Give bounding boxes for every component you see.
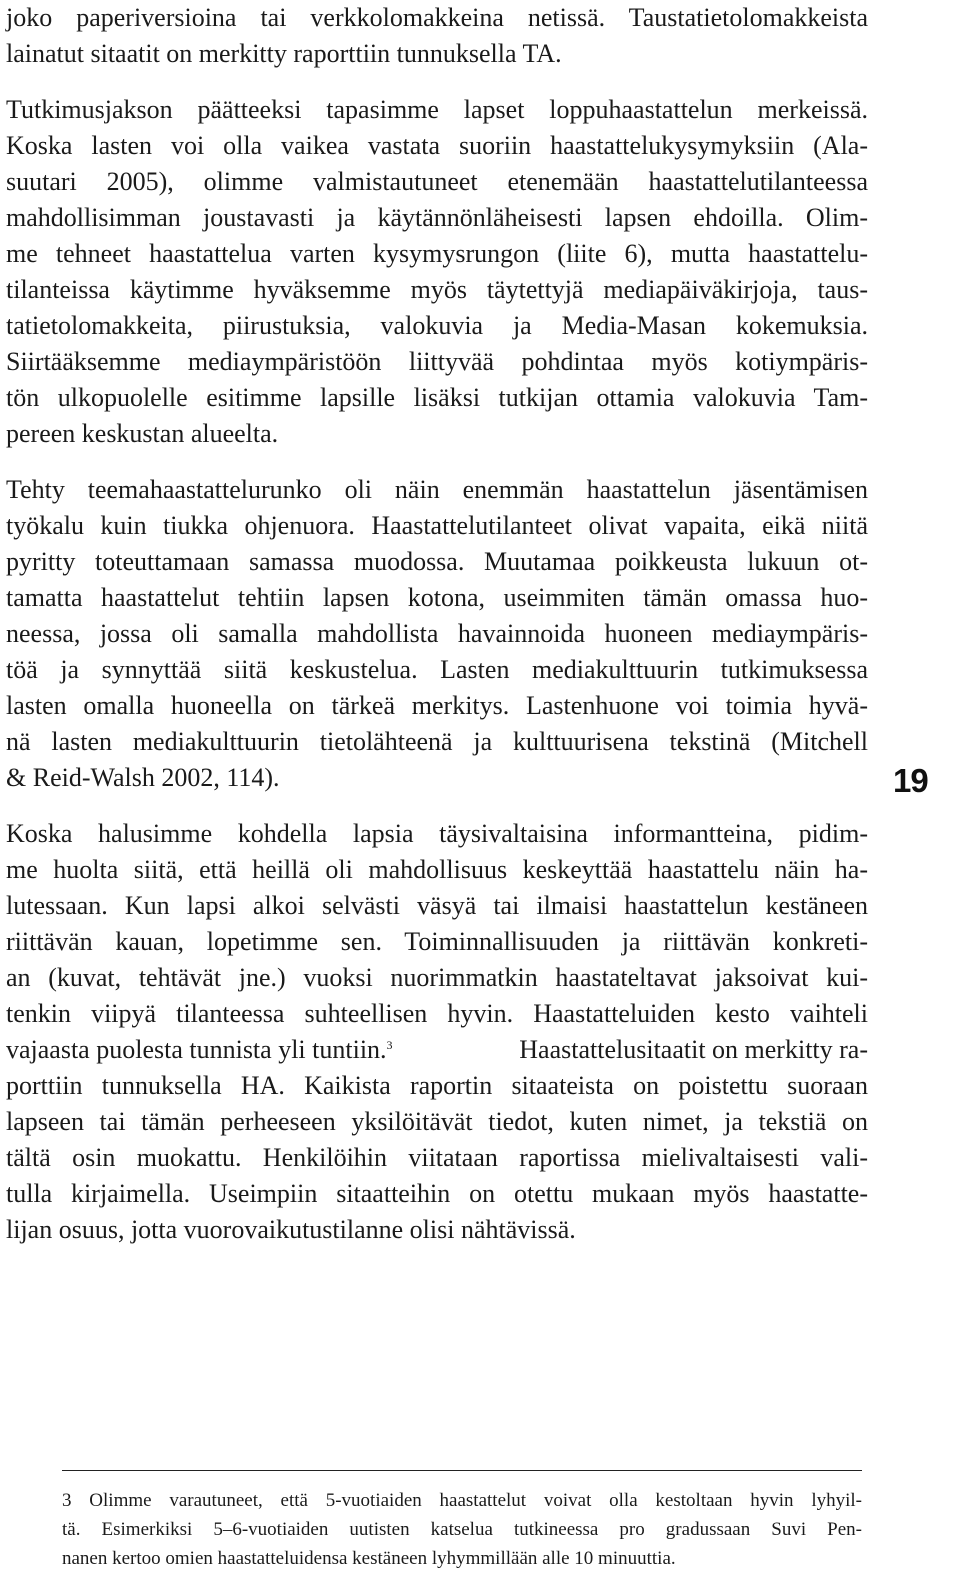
paragraph-2 bbox=[6, 92, 868, 452]
text-line: lutessaan. Kun lapsi alkoi selvästi väsyä tai ilmaisi haastattelun kestäneen bbox=[6, 891, 868, 920]
text-line: Siirtääksemme mediaympäristöön liittyvää pohdintaa myös kotiympäris- bbox=[6, 347, 868, 376]
text-line: Tutkimusjakson päätteeksi tapasimme lapset loppuhaastattelun merkeissä. bbox=[6, 95, 868, 124]
paragraph-1 bbox=[6, 0, 868, 72]
text-line: & Reid-Walsh 2002, 114). bbox=[6, 763, 280, 792]
text-line: an (kuvat, tehtävät jne.) vuoksi nuorimmatkin haastateltavat jaksoivat kui- bbox=[6, 963, 868, 992]
text-line: tön ulkopuolelle esitimme lapsille lisäksi tutkijan ottamia valokuvia Tam- bbox=[6, 383, 868, 412]
footnote-3 bbox=[62, 1486, 862, 1573]
text-line: Koska halusimme kohdella lapsia täysivaltaisina informantteina, pidim- bbox=[6, 819, 868, 848]
page-number: 19 bbox=[893, 762, 928, 799]
text-line: pyritty toteuttamaan samassa muodossa. Muutamaa poikkeusta lukuun ot- bbox=[6, 547, 868, 576]
text-line: lijan osuus, jotta vuorovaikutustilanne olisi nähtävissä. bbox=[6, 1215, 576, 1244]
text-line: tilanteissa käytimme hyväksemme myös täytettyjä mediapäiväkirjoja, taus- bbox=[6, 275, 868, 304]
text-line: me huolta siitä, että heillä oli mahdollisuus keskeyttää haastattelu näin ha- bbox=[6, 855, 868, 884]
text-line-with-footnote-ref bbox=[6, 1032, 868, 1068]
footnote-reference[interactable]: 3 bbox=[386, 1038, 393, 1052]
text-line: Koska lasten voi olla vaikea vastata suoriin haastattelukysymyksiin (Ala- bbox=[6, 131, 868, 160]
footnote-line: tä. Esimerkiksi 5–6-vuotiaiden uutisten katselua tutkineessa pro gradussaan Suvi Pen- bbox=[62, 1519, 862, 1540]
text-line: joko paperiversioina tai verkkolomakkeina netissä. Taustatietolomakkeista bbox=[6, 3, 868, 32]
text-line: riittävän kauan, lopetimme sen. Toiminnallisuuden ja riittävän konkreti- bbox=[6, 927, 868, 956]
text-line: lapseen tai tämän perheeseen yksilöitävät tiedot, kuten nimet, ja tekstiä on bbox=[6, 1107, 868, 1136]
paragraph-3 bbox=[6, 472, 868, 796]
text-line: tamatta haastattelut tehtiin lapsen kotona, useimmiten tämän omassa huo- bbox=[6, 583, 868, 612]
text-line-end: Haastattelusitaatit on merkitty ra- bbox=[519, 1035, 868, 1064]
text-line: Tehty teemahaastattelurunko oli näin enemmän haastattelun jäsentämisen bbox=[6, 475, 868, 504]
text-line: lainatut sitaatit on merkitty raporttiin tunnuksella TA. bbox=[6, 39, 562, 68]
text-line: pereen keskustan alueelta. bbox=[6, 419, 279, 448]
text-line: työkalu kuin tiukka ohjenuora. Haastattelutilanteet olivat vapaita, eikä niitä bbox=[6, 511, 868, 540]
footnote-divider bbox=[62, 1470, 862, 1471]
text-line: me tehneet haastattelua varten kysymysrungon (liite 6), mutta haastattelu- bbox=[6, 239, 868, 268]
text-line: tenkin viipyä tilanteessa suhteellisen hyvin. Haastatteluiden kesto vaihteli bbox=[6, 999, 868, 1028]
text-line-start: vajaasta puolesta tunnista yli tuntiin. bbox=[6, 1035, 387, 1064]
text-line: porttiin tunnuksella HA. Kaikista raportin sitaateista on poistettu suoraan bbox=[6, 1071, 868, 1100]
footnote-line: nanen kertoo omien haastatteluidensa kestäneen lyhymmillään alle 10 minuuttia. bbox=[62, 1548, 676, 1569]
main-text bbox=[6, 0, 868, 1248]
footnote-line: 3 Olimme varautuneet, että 5-vuotiaiden haastattelut voivat olla kestoltaan hyvin lyhyil- bbox=[62, 1490, 862, 1511]
text-line: tältä osin muokattu. Henkilöihin viitataan raportissa mielivaltaisesti vali- bbox=[6, 1143, 868, 1172]
text-line: tatietolomakkeita, piirustuksia, valokuvia ja Media-Masan kokemuksia. bbox=[6, 311, 868, 340]
text-line: suutari 2005), olimme valmistautuneet etenemään haastattelutilanteessa bbox=[6, 167, 868, 196]
text-line: nä lasten mediakulttuurin tietolähteenä ja kulttuurisena tekstinä (Mitchell bbox=[6, 727, 868, 756]
text-line: tulla kirjaimella. Useimpiin sitaatteihin on otettu mukaan myös haastatte- bbox=[6, 1179, 868, 1208]
footnotes bbox=[62, 1486, 862, 1573]
text-line: mahdollisimman joustavasti ja käytännönläheisesti lapsen ehdoilla. Olim- bbox=[6, 203, 868, 232]
text-line: neessa, jossa oli samalla mahdollista havainnoida huoneen mediaympäris- bbox=[6, 619, 868, 648]
text-line: töä ja synnyttää siitä keskustelua. Lasten mediakulttuurin tutkimuksessa bbox=[6, 655, 868, 684]
paragraph-4 bbox=[6, 816, 868, 1248]
text-line: lasten omalla huoneella on tärkeä merkitys. Lastenhuone voi toimia hyvä- bbox=[6, 691, 868, 720]
